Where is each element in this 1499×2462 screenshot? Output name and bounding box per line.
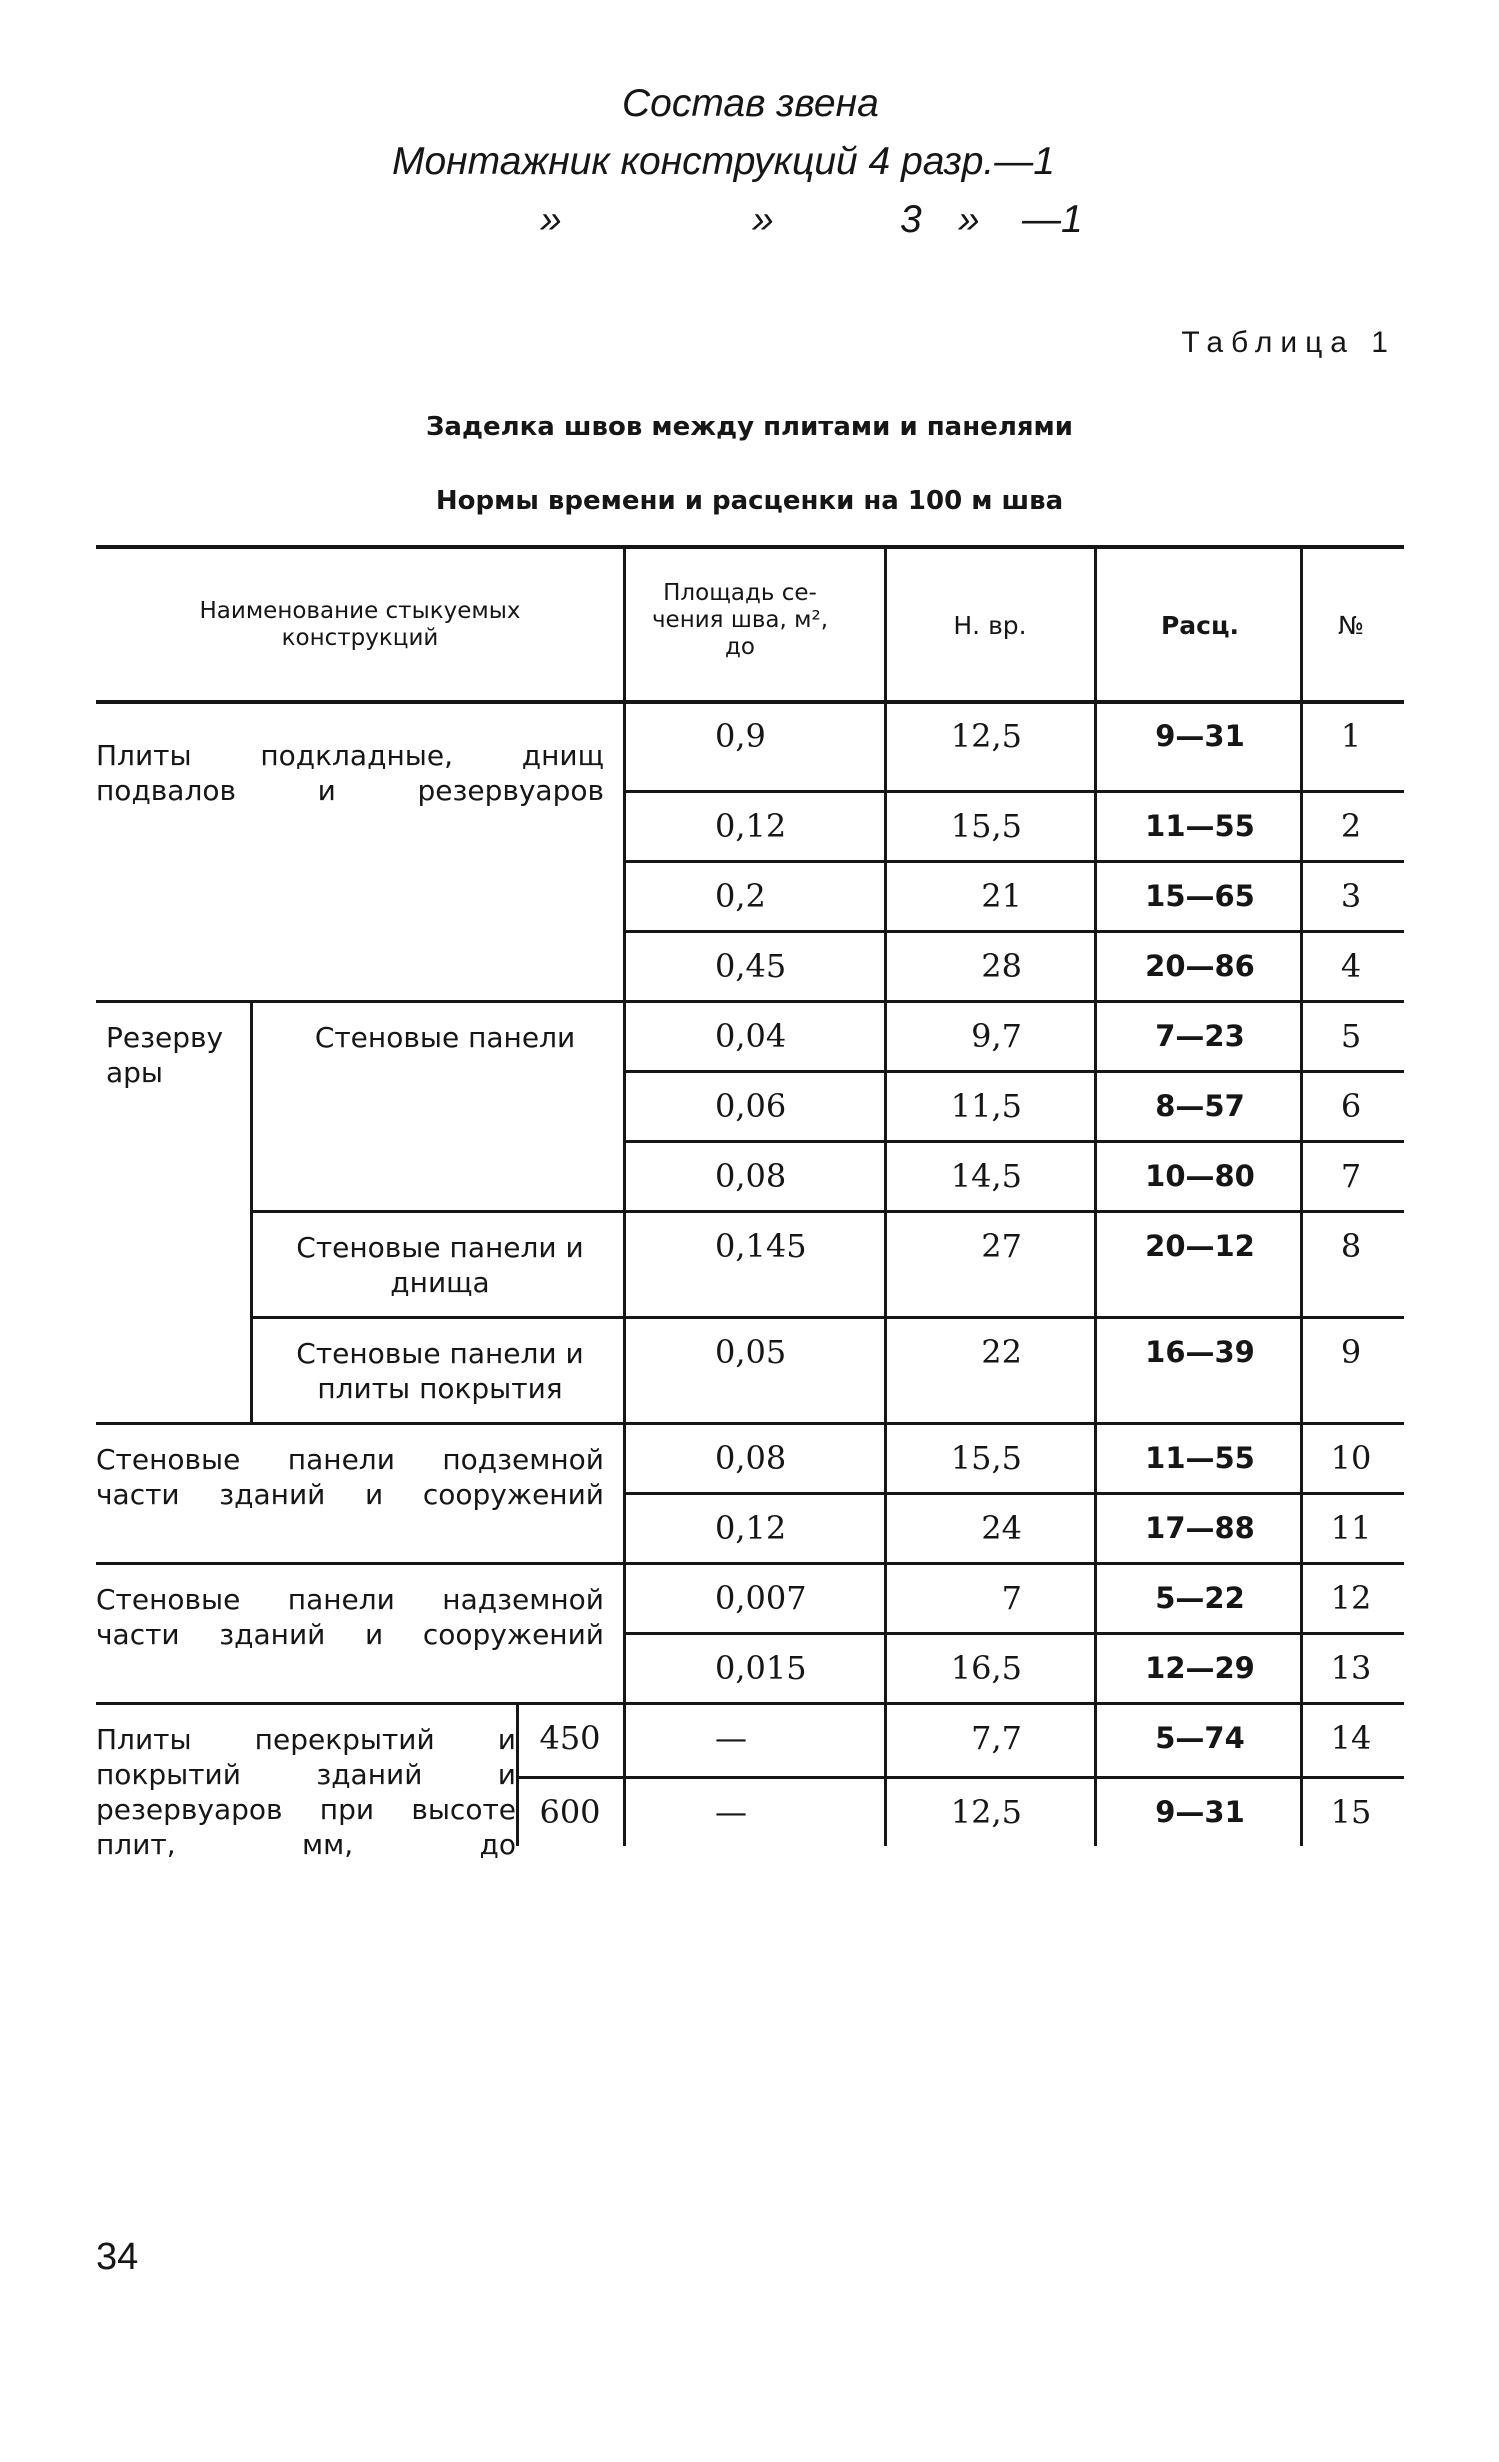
cell-time: 22: [981, 1333, 1022, 1371]
cell-area: 0,12: [715, 807, 787, 845]
crew-line-2-ditto-a: »: [540, 198, 562, 241]
cell-number: 2: [1340, 807, 1362, 845]
header-time: Н. вр.: [953, 611, 1027, 640]
group-floor-slabs: Плиты перекрытий и покрытий зданий и резервуаров при высоте плит, мм, до: [96, 1723, 516, 1861]
cell-time: 15,5: [950, 1439, 1022, 1477]
cell-number: 13: [1330, 1649, 1372, 1687]
cell-time: 27: [981, 1227, 1022, 1265]
group-foundation-plates: Плиты подкладные, днищ подвалов и резервуаров: [96, 739, 604, 807]
cell-time: 12,5: [950, 1793, 1022, 1831]
cell-number: 1: [1340, 717, 1362, 755]
cell-number: 9: [1340, 1333, 1362, 1371]
cell-rate: 11—55: [1145, 809, 1255, 843]
cell-area: 0,08: [715, 1439, 787, 1477]
cell-area: 0,05: [715, 1333, 787, 1371]
cell-area: 0,45: [715, 947, 787, 985]
cell-time: 11,5: [950, 1087, 1022, 1125]
group-wall-panels-and-bottoms: Стеновые панели и днища: [296, 1231, 584, 1299]
header-bottom-rule: [96, 700, 1404, 704]
cell-rate: 20—86: [1145, 949, 1255, 983]
column-rule: [516, 1702, 519, 1846]
crew-title: Состав звена: [622, 82, 879, 125]
cell-area: 0,007: [715, 1579, 807, 1617]
cell-rate: 9—31: [1155, 1795, 1245, 1829]
cell-time: 12,5: [950, 717, 1022, 755]
cell-number: 7: [1340, 1157, 1362, 1195]
crew-line-2-ditto-c: »: [958, 198, 980, 241]
cell-number: 6: [1340, 1087, 1362, 1125]
group-rule: [250, 1210, 1404, 1213]
cell-area: 0,06: [715, 1087, 787, 1125]
cell-area: —: [715, 1719, 747, 1757]
crew-line-1: Монтажник конструкций 4 разр.—1: [392, 140, 1055, 183]
cell-time: 9,7: [971, 1017, 1022, 1055]
cell-time: 24: [981, 1509, 1022, 1547]
crew-line-2-count: —1: [1022, 198, 1083, 241]
table-label: Таблица 1: [1181, 326, 1396, 359]
row-rule: [516, 1776, 1404, 1779]
group-underground-wall-panels: Стеновые панели подземной части зданий и сооружений: [96, 1443, 604, 1511]
cell-time: 7: [1001, 1579, 1022, 1617]
cell-number: 3: [1340, 877, 1362, 915]
page-number: 34: [96, 2236, 139, 2278]
cell-time: 14,5: [950, 1157, 1022, 1195]
header-area: Площадь се-чения шва, м², до: [651, 580, 829, 660]
group-rule: [96, 1422, 1404, 1425]
cell-time: 7,7: [971, 1719, 1022, 1757]
row-rule: [623, 1070, 1404, 1073]
cell-area: —: [715, 1793, 747, 1831]
cell-height: 600: [539, 1793, 601, 1831]
cell-rate: 10—80: [1145, 1159, 1255, 1193]
table-top-rule: [96, 545, 1404, 549]
crew-line-2-ditto-b: »: [752, 198, 774, 241]
cell-time: 21: [981, 877, 1022, 915]
group-aboveground-wall-panels: Стеновые панели надземной части зданий и сооружений: [96, 1583, 604, 1651]
cell-area: 0,12: [715, 1509, 787, 1547]
cell-area: 0,08: [715, 1157, 787, 1195]
table-title: Заделка швов между плитами и панелями: [425, 412, 1074, 442]
row-rule: [623, 860, 1404, 863]
row-rule: [623, 1632, 1404, 1635]
cell-time: 16,5: [950, 1649, 1022, 1687]
cell-area: 0,015: [715, 1649, 807, 1687]
cell-area: 0,9: [715, 717, 766, 755]
cell-rate: 15—65: [1145, 879, 1255, 913]
cell-time: 15,5: [950, 807, 1022, 845]
column-rule: [250, 1000, 253, 1422]
cell-number: 11: [1330, 1509, 1372, 1547]
group-rule: [96, 1702, 1404, 1705]
row-rule: [623, 930, 1404, 933]
cell-rate: 5—22: [1155, 1581, 1245, 1615]
cell-rate: 9—31: [1155, 719, 1245, 753]
cell-number: 5: [1340, 1017, 1362, 1055]
cell-area: 0,2: [715, 877, 766, 915]
group-wall-panels-and-roof-plates: Стеновые панели и плиты покрытия: [296, 1337, 584, 1405]
header-rate: Расц.: [1160, 611, 1240, 640]
row-rule: [623, 1492, 1404, 1495]
cell-rate: 7—23: [1155, 1019, 1245, 1053]
cell-number: 15: [1330, 1793, 1372, 1831]
group-wall-panels: Стеновые панели: [314, 1021, 576, 1054]
cell-height: 450: [539, 1719, 601, 1757]
row-rule: [623, 790, 1404, 793]
cell-rate: 11—55: [1145, 1441, 1255, 1475]
cell-number: 4: [1340, 947, 1362, 985]
cell-area: 0,04: [715, 1017, 787, 1055]
header-name: Наименование стыкуемых конструкций: [199, 598, 521, 651]
cell-number: 10: [1330, 1439, 1372, 1477]
group-rule: [96, 1000, 1404, 1003]
table-subtitle: Нормы времени и расценки на 100 м шва: [435, 486, 1064, 516]
cell-number: 12: [1330, 1579, 1372, 1617]
row-rule: [623, 1140, 1404, 1143]
group-rule: [250, 1316, 1404, 1319]
cell-rate: 16—39: [1145, 1335, 1255, 1369]
group-tanks: Резервуары: [106, 1021, 224, 1089]
cell-number: 8: [1340, 1227, 1362, 1265]
header-number: №: [1337, 611, 1364, 640]
crew-line-2-grade: 3: [900, 198, 922, 241]
cell-rate: 8—57: [1155, 1089, 1245, 1123]
column-rule: [623, 545, 626, 1846]
column-rule: [884, 545, 887, 1846]
cell-rate: 12—29: [1145, 1651, 1255, 1685]
cell-number: 14: [1330, 1719, 1372, 1757]
cell-area: 0,145: [715, 1227, 807, 1265]
cell-rate: 17—88: [1145, 1511, 1255, 1545]
group-rule: [96, 1562, 1404, 1565]
cell-rate: 20—12: [1145, 1229, 1255, 1263]
cell-time: 28: [981, 947, 1022, 985]
column-rule: [1094, 545, 1097, 1846]
cell-rate: 5—74: [1155, 1721, 1245, 1755]
